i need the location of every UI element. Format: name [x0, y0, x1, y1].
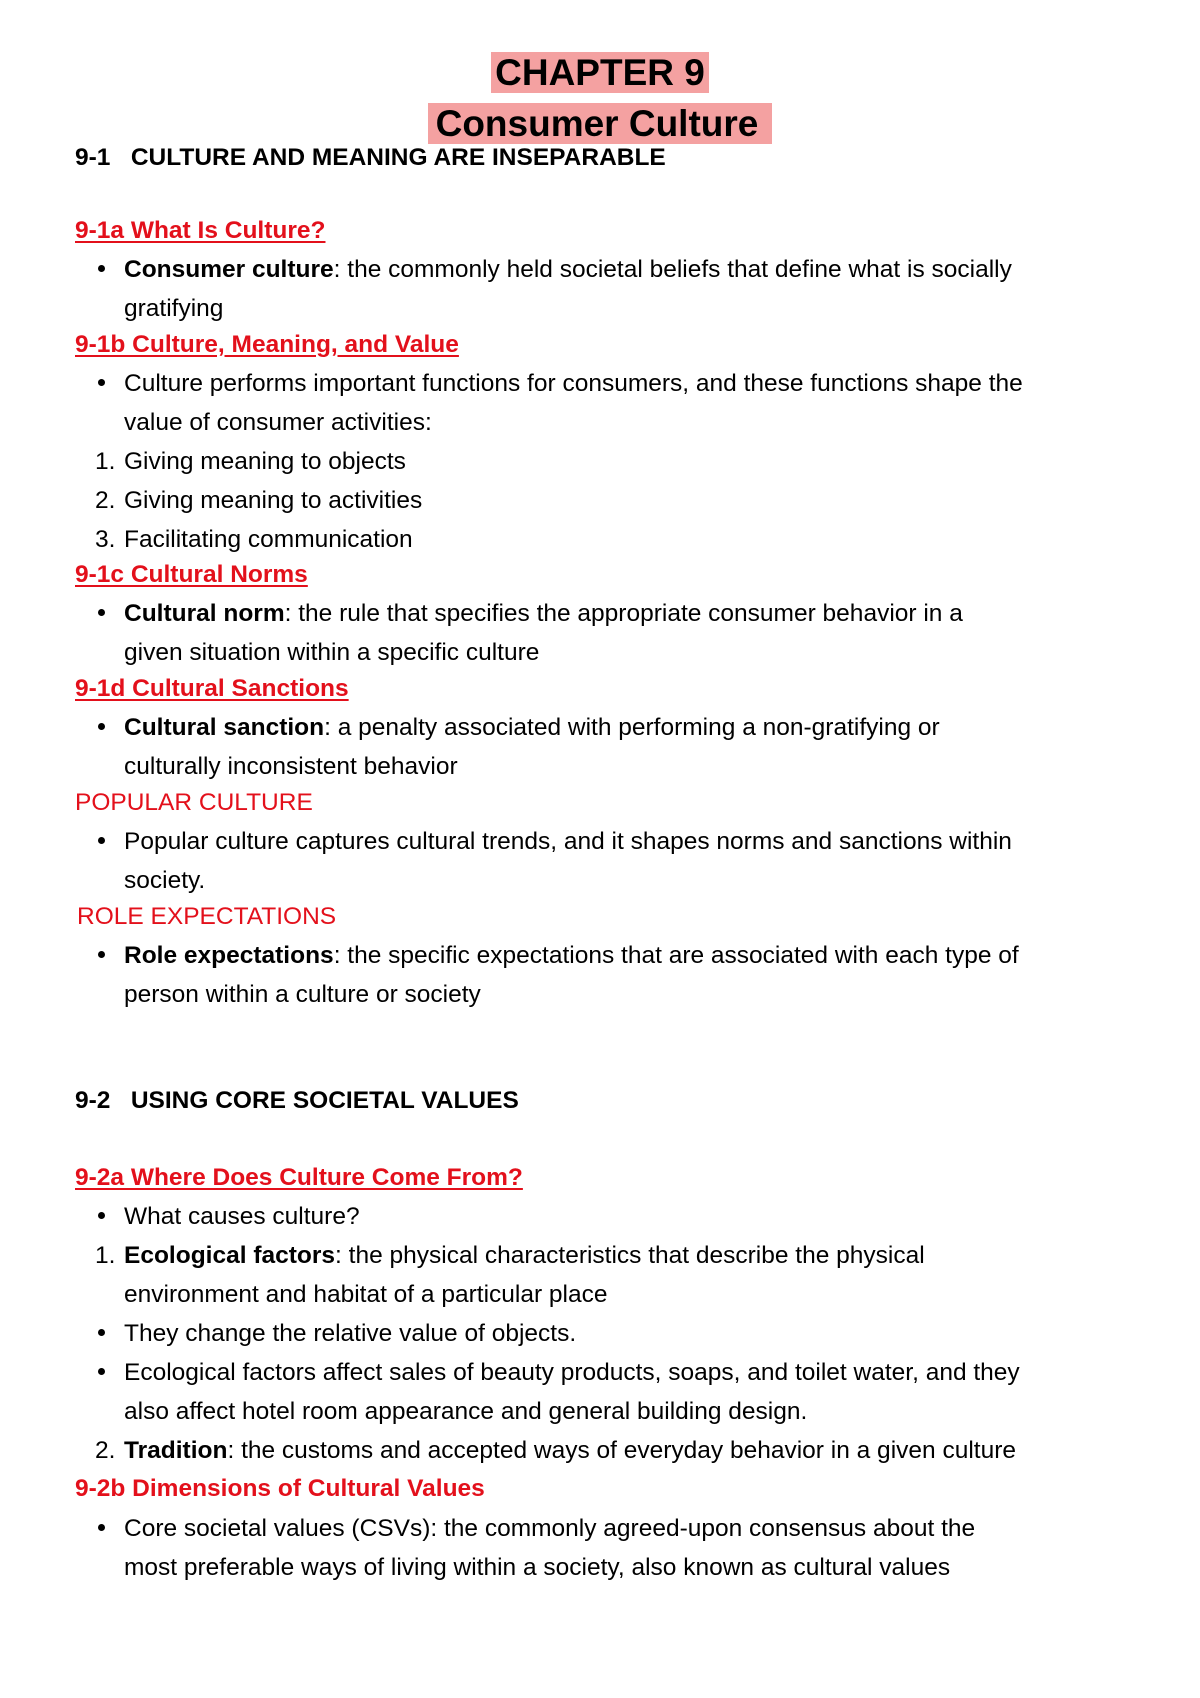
numbered-item: Giving meaning to objects [124, 448, 406, 475]
subheading-9-2a: 9-2a Where Does Culture Come From? [75, 1164, 523, 1191]
bullet-icon [98, 708, 105, 747]
caption-role-expectations: ROLE EXPECTATIONS [77, 903, 337, 930]
list-item-continuation: culturally inconsistent behavior [124, 753, 458, 780]
bullet-icon [98, 250, 105, 289]
list-item: Role expectations: the specific expectations that are associated with each type of [124, 942, 1019, 969]
list-number: 3. [95, 526, 116, 553]
list-item: Cultural sanction: a penalty associated with performing a non-gratifying or [124, 714, 940, 741]
bullet-icon [98, 1197, 105, 1236]
list-item: Core societal values (CSVs): the commonly agreed-upon consensus about the [124, 1515, 976, 1542]
list-item: Ecological factors affect sales of beauty products, soaps, and toilet water, and they [124, 1359, 1020, 1386]
list-item-continuation: most preferable ways of living within a society, also known as cultural values [124, 1554, 951, 1581]
bullet-icon [98, 936, 105, 975]
list-item: They change the relative value of objects. [124, 1320, 577, 1347]
list-item-continuation: gratifying [124, 295, 224, 322]
bullet-icon [98, 364, 105, 403]
bullet-icon [98, 1353, 105, 1392]
chapter-title: Consumer Culture [0, 99, 1200, 149]
chapter-number: CHAPTER 9 [0, 48, 1200, 98]
section-heading-9-2: 9-2 USING CORE SOCIETAL VALUES [75, 1087, 519, 1114]
bullet-icon [98, 822, 105, 861]
subheading-9-2b: 9-2b Dimensions of Cultural Values [75, 1475, 485, 1502]
list-item-continuation: person within a culture or society [124, 981, 481, 1008]
list-item: Cultural norm: the rule that specifies the appropriate consumer behavior in a [124, 600, 963, 627]
bullet-icon [98, 1509, 105, 1548]
list-number: 1. [95, 448, 116, 475]
numbered-item: Giving meaning to activities [124, 487, 423, 514]
numbered-item: Ecological factors: the physical characteristics that describe the physical [124, 1242, 925, 1269]
caption-popular-culture: POPULAR CULTURE [75, 789, 313, 816]
list-item-continuation: also affect hotel room appearance and general building design. [124, 1398, 808, 1425]
list-number: 1. [95, 1242, 116, 1269]
list-item: What causes culture? [124, 1203, 360, 1230]
bullet-icon [98, 1314, 105, 1353]
subheading-9-1b: 9-1b Culture, Meaning, and Value [75, 331, 459, 358]
list-number: 2. [95, 487, 116, 514]
list-item: Culture performs important functions for consumers, and these functions shape the [124, 370, 1023, 397]
list-item: Popular culture captures cultural trends, and it shapes norms and sanctions within [124, 828, 1012, 855]
list-item-continuation: given situation within a specific culture [124, 639, 540, 666]
bullet-icon [98, 594, 105, 633]
numbered-item: Tradition: the customs and accepted ways of everyday behavior in a given culture [124, 1437, 1016, 1464]
list-number: 2. [95, 1437, 116, 1464]
subheading-9-1d: 9-1d Cultural Sanctions [75, 675, 349, 702]
list-item-continuation: value of consumer activities: [124, 409, 432, 436]
list-item-continuation: environment and habitat of a particular place [124, 1281, 608, 1308]
list-item: Consumer culture: the commonly held societal beliefs that define what is socially [124, 256, 1012, 283]
subheading-9-1a: 9-1a What Is Culture? [75, 217, 326, 244]
section-heading-9-1: 9-1 CULTURE AND MEANING ARE INSEPARABLE [75, 144, 666, 171]
numbered-item: Facilitating communication [124, 526, 413, 553]
subheading-9-1c: 9-1c Cultural Norms [75, 561, 308, 588]
list-item-continuation: society. [124, 867, 206, 894]
